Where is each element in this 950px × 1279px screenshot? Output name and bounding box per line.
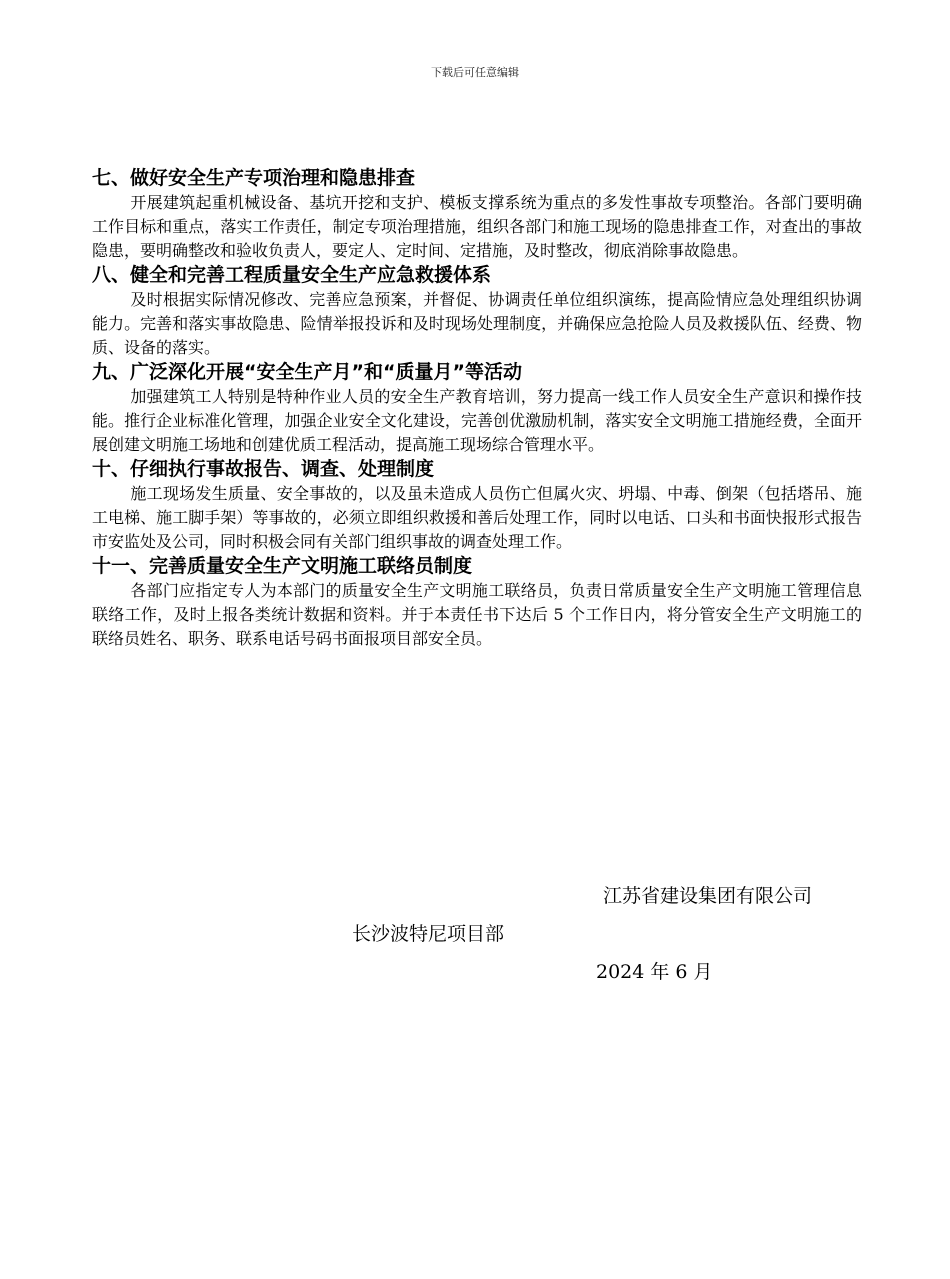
section-body: 加强建筑工人特别是特种作业人员的安全生产教育培训，努力提高一线工作人员安全生产意识和操作技能。推行企业标准化管理，加强企业安全文化建设，完善创优激励机制，落实安全文明施工措施经费，全面开展创建文明施工场地和创建优质工程活动，提高施工现场综合管理水平。	[92, 387, 862, 454]
section-body: 开展建筑起重机械设备、基坑开挖和支护、模板支撑系统为重点的多发性事故专项整治。各部门要明确工作目标和重点，落实工作责任，制定专项治理措施，组织各部门和施工现场的隐患排查工作，对查出的事故隐患，要明确整改和验收负责人，要定人、定时间、定措施，及时整改，彻底消除事故隐患。	[92, 193, 862, 260]
section-heading: 十一、完善质量安全生产文明施工联络员制度	[92, 555, 473, 577]
section-body: 施工现场发生质量、安全事故的，以及虽未造成人员伤亡但属火灾、坍塌、中毒、倒架（包括塔吊、施工电梯、施工脚手架）等事故的，必须立即组织救援和善后处理工作，同时以电话、口头和书面快报形式报告市安监处及公司，同时积极会同有关部门组织事故的调查处理工作。	[92, 484, 862, 551]
header-note: 下载后可任意编辑	[431, 66, 519, 79]
document-body	[92, 166, 862, 651]
section-body: 及时根据实际情况修改、完善应急预案，并督促、协调责任单位组织演练，提高险情应急处理组织协调能力。完善和落实事故隐患、险情举报投诉和及时现场处理制度，并确保应急抢险人员及救援队伍、经费、物质、设备的落实。	[92, 290, 862, 357]
section-heading: 七、做好安全生产专项治理和隐患排查	[92, 167, 416, 189]
section-heading: 九、广泛深化开展“安全生产月”和“质量月”等活动	[92, 361, 522, 383]
section-7	[92, 166, 862, 263]
signature-department: 长沙波特尼项目部	[352, 923, 505, 945]
signature-company: 江苏省建设集团有限公司	[603, 885, 813, 907]
section-heading: 十、仔细执行事故报告、调查、处理制度	[92, 458, 435, 480]
section-10	[92, 457, 862, 554]
signature-date: 2024 年 6 月	[596, 961, 713, 983]
section-8	[92, 263, 862, 360]
section-11	[92, 554, 862, 651]
section-body: 各部门应指定专人为本部门的质量安全生产文明施工联络员，负责日常质量安全生产文明施工管理信息联络工作，及时上报各类统计数据和资料。并于本责任书下达后 5 个工作日内，将分管安全生产文明施工的联络员姓名、职务、联系电话号码书面报项目部安全员。	[92, 581, 862, 648]
section-heading: 八、健全和完善工程质量安全生产应急救援体系	[92, 264, 492, 286]
section-9	[92, 360, 862, 457]
